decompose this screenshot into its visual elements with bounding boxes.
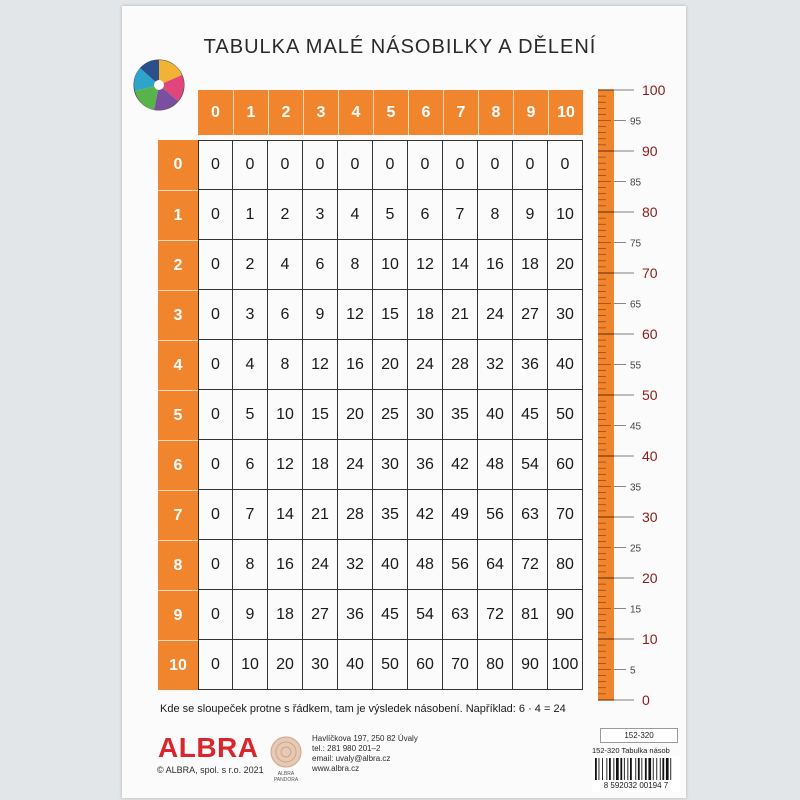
table-cell: 18	[408, 290, 443, 340]
table-cell: 16	[268, 540, 303, 590]
table-cell: 4	[268, 240, 303, 290]
row-header: 6	[158, 440, 198, 490]
table-cell: 4	[233, 340, 268, 390]
table-cell: 72	[513, 540, 548, 590]
table-cell: 35	[373, 490, 408, 540]
table-cell: 20	[338, 390, 373, 440]
table-cell: 25	[373, 390, 408, 440]
table-cell: 40	[373, 540, 408, 590]
albra-pandora-emblem-icon	[268, 734, 304, 782]
table-cell: 63	[443, 590, 478, 640]
albra-logo: ALBRA	[158, 732, 259, 763]
ruler-major-label: 70	[642, 265, 658, 281]
table-cell: 0	[198, 440, 233, 490]
table-cell: 9	[303, 290, 338, 340]
ruler-major-label: 0	[642, 692, 650, 708]
ruler-minor-label: 25	[630, 543, 642, 555]
table-cell: 12	[338, 290, 373, 340]
table-cell: 10	[233, 640, 268, 690]
column-header: 5	[373, 90, 408, 135]
publisher-address	[312, 734, 418, 774]
barcode-bar	[635, 758, 636, 780]
table-cell: 9	[233, 590, 268, 640]
ruler-minor-label: 85	[630, 177, 642, 189]
barcode-bar	[666, 758, 669, 780]
table-cell: 56	[478, 490, 513, 540]
ruler-major-label: 100	[642, 82, 666, 98]
barcode-bar	[648, 758, 651, 780]
row-header: 9	[158, 590, 198, 640]
table-cell: 56	[443, 540, 478, 590]
website-line: www.albra.cz	[312, 764, 360, 773]
table-cell: 8	[268, 340, 303, 390]
table-cell: 3	[233, 290, 268, 340]
table-cell: 64	[478, 540, 513, 590]
table-cell: 20	[268, 640, 303, 690]
table-cell: 24	[303, 540, 338, 590]
table-cell: 0	[513, 140, 548, 190]
barcode-bar	[599, 758, 600, 780]
table-cell: 14	[268, 490, 303, 540]
table-cell: 50	[548, 390, 583, 440]
table-cell: 45	[373, 590, 408, 640]
ruler-major-label: 40	[642, 448, 658, 464]
table-cell: 40	[338, 640, 373, 690]
table-cell: 5	[233, 390, 268, 440]
ruler-major-label: 50	[642, 387, 658, 403]
table-cell: 49	[443, 490, 478, 540]
table-cell: 0	[373, 140, 408, 190]
ruler-minor-label: 5	[630, 665, 636, 677]
row-header: 3	[158, 290, 198, 340]
table-cell: 0	[198, 190, 233, 240]
ruler-minor-label: 35	[630, 482, 642, 494]
ruler-minor-label: 65	[630, 299, 642, 311]
page-title: TABULKA MALÉ NÁSOBILKY A DĚLENÍ	[203, 36, 597, 58]
table-cell: 0	[478, 140, 513, 190]
row-header: 8	[158, 540, 198, 590]
table-cell: 6	[408, 190, 443, 240]
table-cell: 8	[338, 240, 373, 290]
table-cell: 0	[233, 140, 268, 190]
product-code: 152-320	[600, 728, 678, 743]
table-cell: 5	[373, 190, 408, 240]
barcode-bar	[620, 758, 622, 780]
table-cell: 24	[408, 340, 443, 390]
barcode-bar	[656, 758, 657, 780]
table-cell: 63	[513, 490, 548, 540]
table-cell: 16	[478, 240, 513, 290]
table-cell: 15	[303, 390, 338, 440]
table-cell: 70	[548, 490, 583, 540]
table-cell: 0	[408, 140, 443, 190]
table-cell: 0	[443, 140, 478, 190]
table-cell: 30	[408, 390, 443, 440]
table-cell: 42	[443, 440, 478, 490]
barcode-label: 152-320 Tabulka násob	[592, 746, 670, 755]
table-cell: 14	[443, 240, 478, 290]
ruler-major-label: 60	[642, 326, 658, 342]
column-header: 0	[211, 103, 220, 121]
table-cell: 54	[408, 590, 443, 640]
table-cell: 0	[198, 640, 233, 690]
table-cell: 0	[303, 140, 338, 190]
barcode-bar	[641, 758, 642, 780]
barcode-bar	[630, 758, 632, 780]
table-cell: 48	[478, 440, 513, 490]
table-cell: 10	[268, 390, 303, 440]
table-cell: 24	[478, 290, 513, 340]
column-header: 6	[408, 90, 443, 135]
table-cell: 15	[373, 290, 408, 340]
barcode-bar	[609, 758, 611, 780]
barcode-bar	[638, 758, 640, 780]
table-cell: 30	[373, 440, 408, 490]
table-cell: 12	[408, 240, 443, 290]
email-line: email: uvaly@albra.cz	[312, 754, 391, 763]
svg-text:PANDORA: PANDORA	[273, 777, 299, 782]
barcode-bar	[645, 758, 647, 780]
table-cell: 30	[303, 640, 338, 690]
table-cell: 7	[443, 190, 478, 240]
table-cell: 60	[408, 640, 443, 690]
table-cell: 32	[478, 340, 513, 390]
table-cell: 50	[373, 640, 408, 690]
table-cell: 54	[513, 440, 548, 490]
column-header: 8	[478, 90, 513, 135]
ruler-major-label: 80	[642, 204, 658, 220]
table-cell: 100	[548, 640, 583, 690]
ruler-major-label: 90	[642, 143, 658, 159]
barcode-bar	[624, 758, 625, 780]
row-header: 4	[158, 340, 198, 390]
table-cell: 2	[268, 190, 303, 240]
table-cell: 6	[268, 290, 303, 340]
ruler-minor-label: 15	[630, 604, 642, 616]
table-cell: 8	[478, 190, 513, 240]
table-cell: 9	[513, 190, 548, 240]
column-header: 4	[338, 90, 373, 135]
row-header: 7	[158, 490, 198, 540]
table-cell: 12	[268, 440, 303, 490]
column-header: 9	[513, 90, 548, 135]
table-cell: 40	[548, 340, 583, 390]
table-cell: 6	[233, 440, 268, 490]
table-cell: 0	[198, 490, 233, 540]
row-header: 1	[158, 190, 198, 240]
table-cell: 90	[513, 640, 548, 690]
table-cell: 16	[338, 340, 373, 390]
address-line: Havlíčkova 197, 250 82 Úvaly	[312, 734, 418, 743]
table-cell: 81	[513, 590, 548, 640]
row-header: 10	[158, 640, 198, 690]
table-cell: 72	[478, 590, 513, 640]
barcode-bar	[606, 758, 607, 780]
barcode-number: 8 592032 00194 7	[592, 781, 680, 790]
table-cell: 3	[303, 190, 338, 240]
row-header: 2	[158, 240, 198, 290]
table-cell: 80	[478, 640, 513, 690]
barcode-bar	[660, 758, 661, 780]
table-cell: 28	[338, 490, 373, 540]
table-cell: 90	[548, 590, 583, 640]
table-cell: 12	[303, 340, 338, 390]
table-cell: 80	[548, 540, 583, 590]
barcode-bar	[602, 758, 603, 780]
phone-line: tel.: 281 980 201–2	[312, 744, 381, 753]
table-cell: 0	[198, 390, 233, 440]
table-cell: 28	[443, 340, 478, 390]
table-cell: 35	[443, 390, 478, 440]
table-cell: 0	[198, 590, 233, 640]
ruler-minor-label: 75	[630, 238, 642, 250]
table-cell: 20	[373, 340, 408, 390]
table-cell: 4	[338, 190, 373, 240]
table-cell: 10	[548, 190, 583, 240]
barcode-bar	[616, 758, 619, 780]
table-cell: 27	[303, 590, 338, 640]
table-cell: 0	[198, 340, 233, 390]
table-cell: 0	[338, 140, 373, 190]
table-cell: 0	[548, 140, 583, 190]
ruler-major-label: 20	[642, 570, 658, 586]
ruler-minor-label: 45	[630, 421, 642, 433]
table-cell: 40	[478, 390, 513, 440]
table-cell: 0	[198, 540, 233, 590]
column-header: 1	[233, 90, 268, 135]
table-cell: 36	[338, 590, 373, 640]
column-header: 3	[303, 90, 338, 135]
table-cell: 0	[198, 290, 233, 340]
table-cell: 45	[513, 390, 548, 440]
barcode-bar	[595, 758, 597, 780]
barcode-bar	[662, 758, 664, 780]
table-cell: 2	[233, 240, 268, 290]
column-header: 7	[443, 90, 478, 135]
table-cell: 21	[303, 490, 338, 540]
table-cell: 0	[198, 140, 233, 190]
table-cell: 0	[198, 240, 233, 290]
table-cell: 10	[373, 240, 408, 290]
table-cell: 6	[303, 240, 338, 290]
barcode-bar	[627, 758, 628, 780]
ruler-major-label: 30	[642, 509, 658, 525]
ruler-minor-label: 55	[630, 360, 642, 372]
table-cell: 48	[408, 540, 443, 590]
table-cell: 42	[408, 490, 443, 540]
table-cell: 8	[233, 540, 268, 590]
table-cell: 60	[548, 440, 583, 490]
table-cell: 27	[513, 290, 548, 340]
copyright-text: © ALBRA, spol. s r.o. 2021	[157, 765, 264, 775]
instruction-text: Kde se sloupeček protne s řádkem, tam je výsledek násobení. Například: 6 · 4 = 24	[160, 703, 566, 715]
svg-text:ALBRA: ALBRA	[277, 771, 295, 777]
barcode-bar	[653, 758, 654, 780]
row-header: 0	[173, 156, 183, 173]
table-cell: 20	[548, 240, 583, 290]
column-header: 10	[548, 90, 583, 135]
table-cell: 30	[548, 290, 583, 340]
table-cell: 21	[443, 290, 478, 340]
table-cell: 24	[338, 440, 373, 490]
column-header: 2	[268, 90, 303, 135]
table-cell: 18	[303, 440, 338, 490]
table-cell: 7	[233, 490, 268, 540]
number-ruler	[590, 80, 670, 710]
table-cell: 18	[268, 590, 303, 640]
barcode-bar	[670, 758, 671, 780]
table-cell: 36	[513, 340, 548, 390]
table-cell: 32	[338, 540, 373, 590]
ruler-major-label: 10	[642, 631, 658, 647]
table-cell: 18	[513, 240, 548, 290]
row-header: 5	[158, 390, 198, 440]
table-cell: 70	[443, 640, 478, 690]
barcode-bar	[613, 758, 614, 780]
ruler-minor-label: 95	[630, 116, 642, 128]
table-cell: 36	[408, 440, 443, 490]
table-cell: 1	[233, 190, 268, 240]
table-cell: 0	[268, 140, 303, 190]
